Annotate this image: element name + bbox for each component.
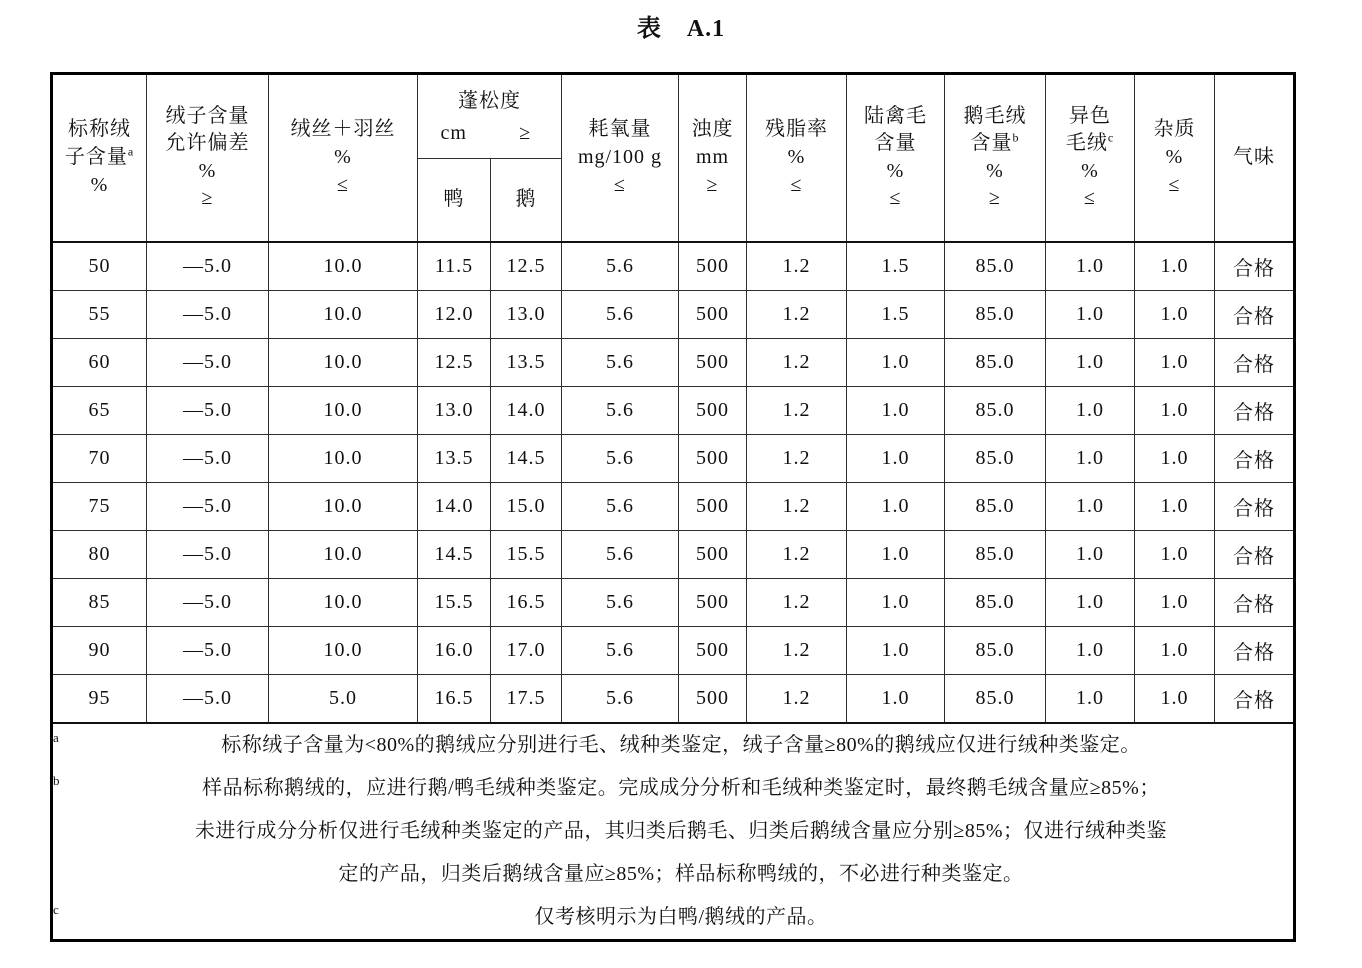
table-row bbox=[52, 434, 1295, 482]
footnote-line: 未进行成分分析仅进行毛绒种类鉴定的产品，其归类后鹅毛、归类后鹅绒含量应分别≥85%；仅进行绒种类鉴 bbox=[194, 819, 1168, 842]
cell: 500 bbox=[679, 386, 747, 434]
cell: 14.0 bbox=[491, 386, 562, 434]
header-line: % bbox=[1165, 145, 1184, 168]
cell: 16.5 bbox=[418, 674, 491, 723]
cell: 12.0 bbox=[418, 290, 491, 338]
cell: 1.0 bbox=[1135, 242, 1215, 291]
cell: 1.2 bbox=[747, 674, 847, 723]
cell: 50 bbox=[52, 242, 147, 291]
header-line: 浊度 bbox=[691, 118, 734, 141]
cell: 85 bbox=[52, 578, 147, 626]
header-landfowl-feather bbox=[847, 74, 945, 242]
cell: 1.0 bbox=[847, 578, 945, 626]
header-line: 子含量$^a$ bbox=[64, 144, 135, 168]
cell: 1.2 bbox=[747, 626, 847, 674]
cell: 1.2 bbox=[747, 434, 847, 482]
cell: 1.0 bbox=[847, 338, 945, 386]
header-line: 鹅毛绒 bbox=[963, 104, 1027, 127]
footnotes bbox=[52, 723, 1295, 941]
cell: —5.0 bbox=[147, 386, 269, 434]
footnote-marker: b bbox=[53, 772, 60, 788]
header-odor bbox=[1215, 74, 1295, 242]
cell: —5.0 bbox=[147, 578, 269, 626]
cell: 5.6 bbox=[562, 578, 679, 626]
cell: 85.0 bbox=[945, 578, 1046, 626]
cell: 5.6 bbox=[562, 290, 679, 338]
cell: 12.5 bbox=[491, 242, 562, 291]
cell: 1.0 bbox=[1135, 674, 1215, 723]
lte-sign: ≤ bbox=[337, 173, 349, 196]
cell: 5.6 bbox=[562, 386, 679, 434]
header-line: 绒子含量 bbox=[165, 104, 250, 127]
header-line: % bbox=[787, 145, 806, 168]
cell: 17.0 bbox=[491, 626, 562, 674]
cell: —5.0 bbox=[147, 674, 269, 723]
cell: 10.0 bbox=[269, 434, 418, 482]
cell: 10.0 bbox=[269, 626, 418, 674]
cell: 85.0 bbox=[945, 530, 1046, 578]
cell: 1.0 bbox=[1046, 242, 1135, 291]
cell: 5.0 bbox=[269, 674, 418, 723]
cell: 1.0 bbox=[1046, 578, 1135, 626]
cell: 1.0 bbox=[1046, 434, 1135, 482]
cell: 5.6 bbox=[562, 530, 679, 578]
table-row bbox=[52, 578, 1295, 626]
cell: 14.5 bbox=[418, 530, 491, 578]
footnote-a bbox=[53, 724, 1293, 767]
cell: 65 bbox=[52, 386, 147, 434]
lte-sign: ≤ bbox=[1168, 173, 1181, 196]
gte-sign: ≥ bbox=[706, 173, 719, 196]
cell: —5.0 bbox=[147, 434, 269, 482]
footnote-line: 定的产品，归类后鹅绒含量应≥85%；样品标称鸭绒的，不必进行种类鉴定。 bbox=[338, 862, 1024, 885]
header-impurity bbox=[1135, 74, 1215, 242]
table-row bbox=[52, 338, 1295, 386]
header-line: 耗氧量 bbox=[588, 118, 652, 141]
cell: 14.5 bbox=[491, 434, 562, 482]
footnote-ref-b: b bbox=[1012, 130, 1020, 145]
cell: 5.6 bbox=[562, 482, 679, 530]
header-fiber-content bbox=[269, 74, 418, 242]
header-line: 绒丝＋羽丝 bbox=[290, 118, 396, 141]
gte-sign: ≥ bbox=[201, 187, 214, 210]
cell: —5.0 bbox=[147, 290, 269, 338]
cell: 1.0 bbox=[847, 482, 945, 530]
header-loft-goose: 鹅 bbox=[491, 159, 562, 242]
cell: 合格 bbox=[1215, 290, 1295, 338]
cell: 1.0 bbox=[1135, 434, 1215, 482]
cell: 500 bbox=[679, 338, 747, 386]
header-line: mg/100 g bbox=[577, 145, 663, 168]
table-row bbox=[52, 482, 1295, 530]
header-line: 异色 bbox=[1069, 104, 1111, 127]
cell: 10.0 bbox=[269, 386, 418, 434]
header-line: 残脂率 bbox=[765, 118, 828, 141]
cell: 1.2 bbox=[747, 290, 847, 338]
header-line: % bbox=[886, 159, 905, 182]
footnote-text bbox=[69, 896, 1293, 939]
cell: 10.0 bbox=[269, 578, 418, 626]
loft-unit-row bbox=[418, 120, 561, 148]
cell: 70 bbox=[52, 434, 147, 482]
footnote-marker: a bbox=[53, 729, 60, 745]
table-row bbox=[52, 674, 1295, 723]
cell: 15.5 bbox=[418, 578, 491, 626]
cell: 80 bbox=[52, 530, 147, 578]
cell: 1.0 bbox=[1135, 482, 1215, 530]
cell: 60 bbox=[52, 338, 147, 386]
cell: 5.6 bbox=[562, 434, 679, 482]
cell: 15.5 bbox=[491, 530, 562, 578]
cell: 16.0 bbox=[418, 626, 491, 674]
cell: 55 bbox=[52, 290, 147, 338]
cell: 1.2 bbox=[747, 578, 847, 626]
table-row bbox=[52, 530, 1295, 578]
footnote-line: 样品标称鹅绒的，应进行鹅/鸭毛绒种类鉴定。完成成分分析和毛绒种类鉴定时，最终鹅毛绒含量应≥85%； bbox=[202, 776, 1160, 799]
cell: 1.2 bbox=[747, 530, 847, 578]
cell: 5.6 bbox=[562, 626, 679, 674]
cell: 10.0 bbox=[269, 338, 418, 386]
cell: 85.0 bbox=[945, 242, 1046, 291]
cell: —5.0 bbox=[147, 626, 269, 674]
cell: 500 bbox=[679, 242, 747, 291]
cell: 1.0 bbox=[1135, 338, 1215, 386]
header-line: 蓬松度 bbox=[458, 89, 521, 112]
cell: 1.0 bbox=[847, 530, 945, 578]
header-oxygen-consumption bbox=[562, 74, 679, 242]
header-off-color bbox=[1046, 74, 1135, 242]
header-line: % bbox=[90, 173, 109, 196]
cell: —5.0 bbox=[147, 530, 269, 578]
table-title: 表 A.1 bbox=[636, 16, 726, 42]
header-line: 气味 bbox=[1233, 145, 1275, 168]
cell: 合格 bbox=[1215, 626, 1295, 674]
lte-sign: ≤ bbox=[790, 173, 803, 196]
cell: 15.0 bbox=[491, 482, 562, 530]
cell: 10.0 bbox=[269, 290, 418, 338]
header-allowed-deviation bbox=[147, 74, 269, 242]
cell: 12.5 bbox=[418, 338, 491, 386]
header-loft-duck: 鸭 bbox=[418, 159, 491, 242]
header-line: % bbox=[334, 145, 352, 168]
header-loft bbox=[418, 74, 562, 159]
cell: 75 bbox=[52, 482, 147, 530]
cell: 1.0 bbox=[1046, 386, 1135, 434]
cell: 1.2 bbox=[747, 386, 847, 434]
table-row bbox=[52, 626, 1295, 674]
header-line: 毛绒$^c$ bbox=[1065, 130, 1115, 155]
header-line: 含量 bbox=[874, 132, 917, 155]
cell: 500 bbox=[679, 482, 747, 530]
cell: 合格 bbox=[1215, 242, 1295, 291]
cell: 85.0 bbox=[945, 434, 1046, 482]
header-line: % bbox=[986, 159, 1004, 182]
header-turbidity bbox=[679, 74, 747, 242]
cell: 90 bbox=[52, 626, 147, 674]
cell: 1.0 bbox=[1135, 578, 1215, 626]
loft-unit: cm bbox=[440, 121, 467, 144]
cell: 17.5 bbox=[491, 674, 562, 723]
cell: 1.5 bbox=[847, 242, 945, 291]
gte-sign: ≥ bbox=[989, 187, 1001, 210]
cell: 500 bbox=[679, 626, 747, 674]
cell: 1.2 bbox=[747, 242, 847, 291]
header-nominal-down-content bbox=[52, 74, 147, 242]
cell: 合格 bbox=[1215, 386, 1295, 434]
header-line: % bbox=[1081, 159, 1099, 182]
cell: 5.6 bbox=[562, 674, 679, 723]
cell: 5.6 bbox=[562, 338, 679, 386]
footnote-ref-a: a bbox=[127, 144, 135, 159]
footnote-marker: c bbox=[53, 901, 60, 917]
cell: 合格 bbox=[1215, 338, 1295, 386]
header-line: 含量$^b$ bbox=[970, 130, 1020, 155]
header-line: % bbox=[198, 159, 217, 182]
cell: 85.0 bbox=[945, 674, 1046, 723]
cell: 85.0 bbox=[945, 386, 1046, 434]
cell: 11.5 bbox=[418, 242, 491, 291]
cell: 95 bbox=[52, 674, 147, 723]
header-line: 标称绒 bbox=[68, 118, 131, 141]
cell: —5.0 bbox=[147, 482, 269, 530]
cell: 500 bbox=[679, 434, 747, 482]
cell: 合格 bbox=[1215, 434, 1295, 482]
header-line: 杂质 bbox=[1153, 118, 1196, 141]
cell: 85.0 bbox=[945, 290, 1046, 338]
cell: 85.0 bbox=[945, 626, 1046, 674]
cell: 500 bbox=[679, 674, 747, 723]
cell: 合格 bbox=[1215, 674, 1295, 723]
header-line: mm bbox=[695, 145, 730, 168]
lte-sign: ≤ bbox=[889, 187, 902, 210]
cell: 5.6 bbox=[562, 242, 679, 291]
cell: 1.0 bbox=[1135, 530, 1215, 578]
cell: 10.0 bbox=[269, 242, 418, 291]
cell: 500 bbox=[679, 578, 747, 626]
header-line: 允许偏差 bbox=[165, 132, 250, 155]
cell: 1.5 bbox=[847, 290, 945, 338]
footnote-text bbox=[69, 724, 1293, 767]
cell: 13.0 bbox=[418, 386, 491, 434]
cell: 1.0 bbox=[1046, 626, 1135, 674]
cell: 1.0 bbox=[1046, 338, 1135, 386]
cell: 10.0 bbox=[269, 530, 418, 578]
cell: 1.0 bbox=[1046, 482, 1135, 530]
cell: 14.0 bbox=[418, 482, 491, 530]
cell: 1.0 bbox=[1135, 290, 1215, 338]
cell: 1.0 bbox=[847, 434, 945, 482]
cell: 合格 bbox=[1215, 530, 1295, 578]
cell: 500 bbox=[679, 530, 747, 578]
footnote-line: 仅考核明示为白鸭/鹅绒的产品。 bbox=[534, 905, 828, 928]
cell: 13.5 bbox=[418, 434, 491, 482]
cell: 1.2 bbox=[747, 482, 847, 530]
cell: 1.0 bbox=[1135, 626, 1215, 674]
cell: —5.0 bbox=[147, 338, 269, 386]
footnote-ref-c: c bbox=[1107, 130, 1115, 145]
header-goose-down-content bbox=[945, 74, 1046, 242]
table-row bbox=[52, 290, 1295, 338]
header-line: 陆禽毛 bbox=[864, 104, 927, 127]
table-row bbox=[52, 386, 1295, 434]
table-body bbox=[52, 242, 1295, 723]
cell: —5.0 bbox=[147, 242, 269, 291]
table-row bbox=[52, 242, 1295, 291]
cell: 10.0 bbox=[269, 482, 418, 530]
cell: 1.0 bbox=[1046, 290, 1135, 338]
cell: 1.0 bbox=[1135, 386, 1215, 434]
cell: 合格 bbox=[1215, 578, 1295, 626]
cell: 1.0 bbox=[847, 386, 945, 434]
cell: 500 bbox=[679, 290, 747, 338]
header-residual-fat bbox=[747, 74, 847, 242]
cell: 1.0 bbox=[1046, 530, 1135, 578]
footnote-line: 标称绒子含量为<80%的鹅绒应分别进行毛、绒种类鉴定，绒子含量≥80%的鹅绒应仅进行绒种类鉴定。 bbox=[221, 733, 1141, 756]
footnote-b bbox=[53, 767, 1293, 896]
cell: 1.0 bbox=[1046, 674, 1135, 723]
cell: 1.0 bbox=[847, 674, 945, 723]
cell: 16.5 bbox=[491, 578, 562, 626]
cell: 85.0 bbox=[945, 338, 1046, 386]
gte-sign: ≥ bbox=[519, 121, 532, 144]
cell: 13.0 bbox=[491, 290, 562, 338]
cell: 13.5 bbox=[491, 338, 562, 386]
lte-sign: ≤ bbox=[614, 173, 626, 196]
cell: 合格 bbox=[1215, 482, 1295, 530]
footnote-c bbox=[53, 896, 1293, 939]
footnote-text bbox=[69, 767, 1293, 896]
cell: 1.2 bbox=[747, 338, 847, 386]
cell: 85.0 bbox=[945, 482, 1046, 530]
lte-sign: ≤ bbox=[1084, 187, 1096, 210]
down-spec-table bbox=[50, 72, 1296, 942]
cell: 1.0 bbox=[847, 626, 945, 674]
